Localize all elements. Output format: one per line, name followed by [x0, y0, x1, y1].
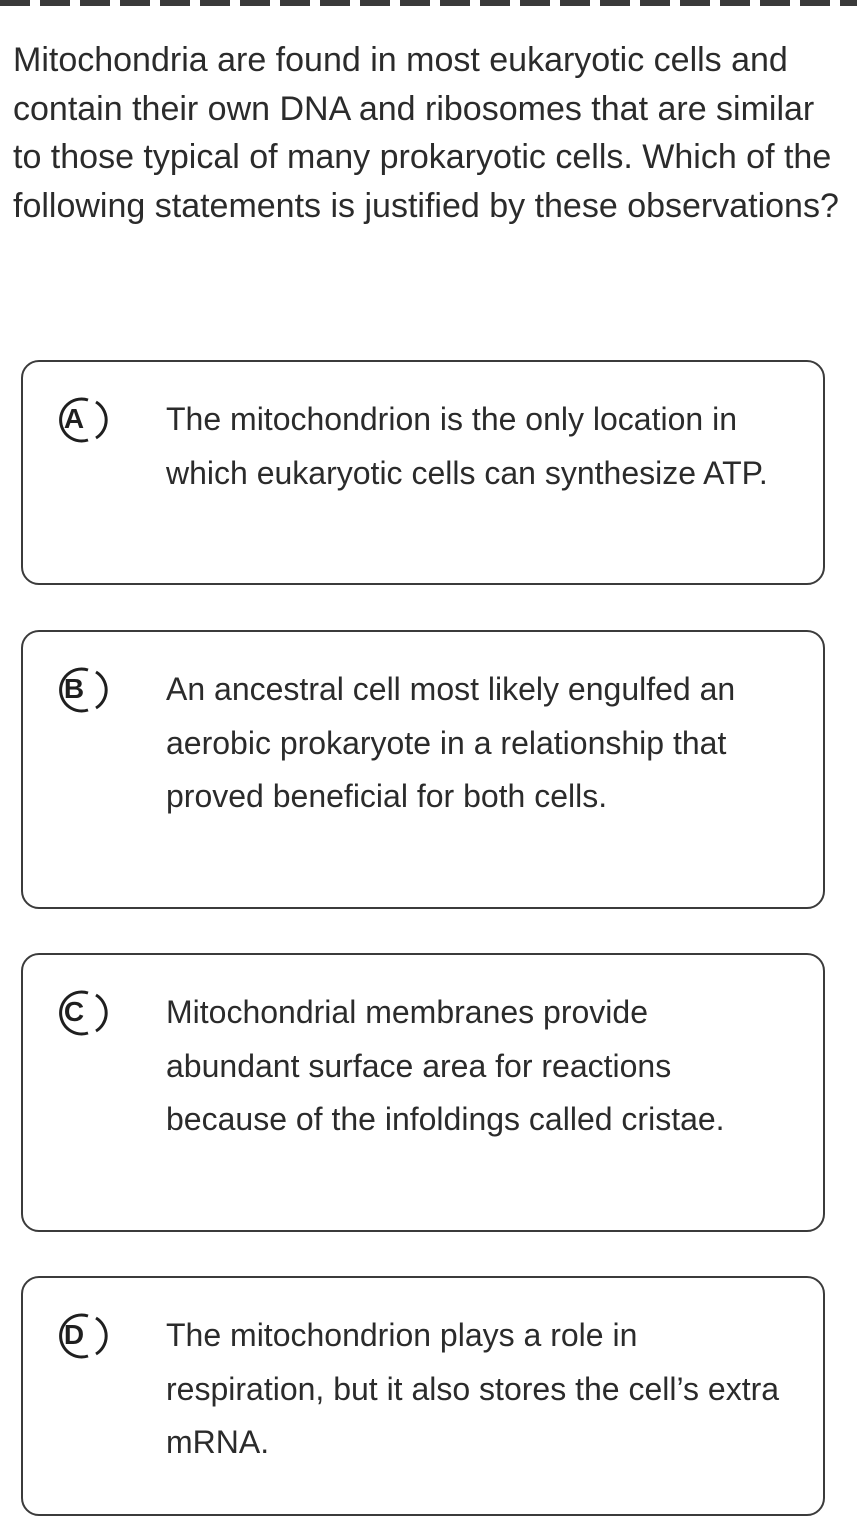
option-text: Mitochondrial membranes provide abundant surface area for reactions because of the infoldings called cristae. — [166, 994, 725, 1137]
option-letter: A — [63, 403, 85, 434]
dashed-divider — [0, 0, 857, 6]
option-letter: C — [63, 996, 85, 1027]
answer-option-d[interactable] — [21, 1276, 825, 1516]
option-text: The mitochondrion is the only location in which eukaryotic cells can synthesize ATP. — [166, 401, 768, 491]
option-letter-badge — [50, 1311, 110, 1361]
answer-option-a[interactable] — [21, 360, 825, 585]
question-text: Mitochondria are found in most eukaryotic cells and contain their own DNA and ribosomes that are similar to those typical of many prokaryotic cells. Which of the following statements is justified by these observations? — [13, 41, 839, 225]
option-letter-badge — [50, 395, 110, 445]
answer-option-b[interactable] — [21, 630, 825, 909]
option-text: The mitochondrion plays a role in respiration, but it also stores the cell’s extra mRNA. — [166, 1317, 780, 1460]
option-text: An ancestral cell most likely engulfed an aerobic prokaryote in a relationship that proved beneficial for both cells. — [166, 671, 736, 814]
answer-option-c[interactable] — [21, 953, 825, 1232]
option-letter-badge — [50, 988, 110, 1038]
option-letter: D — [63, 1319, 85, 1350]
option-letter: B — [63, 673, 85, 704]
option-letter-badge — [50, 665, 110, 715]
